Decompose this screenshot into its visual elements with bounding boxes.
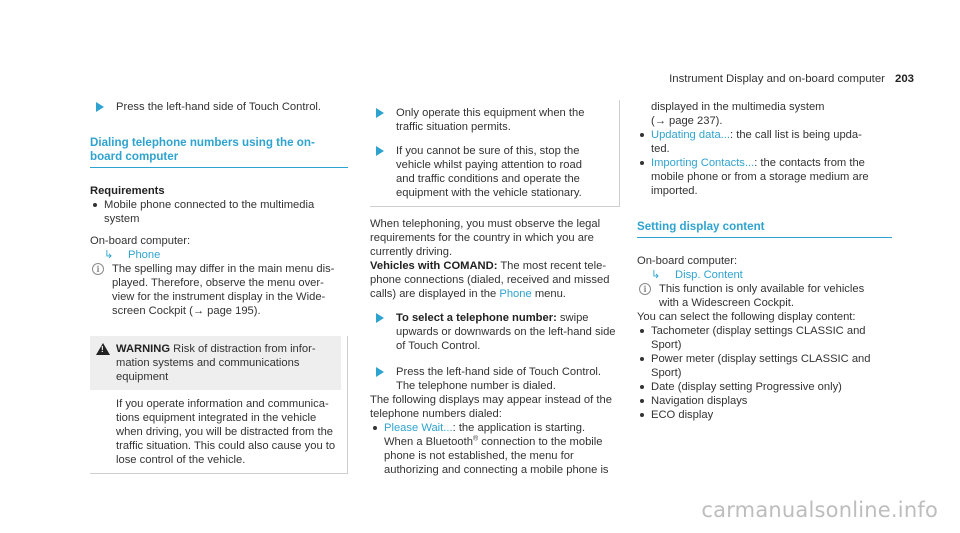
warning-body: If you operate information and communica- tions equipment integrated in the vehicle when driving, you will be distracted from the traffic situation. This could also cause you to lose control of the vehicle. bbox=[116, 398, 336, 466]
warning-header: ! WARNING Risk of distraction from infor- mation systems and communications equipment bbox=[90, 336, 341, 390]
page-number: 203 bbox=[894, 73, 914, 85]
page-header bbox=[669, 72, 914, 86]
warning-continuation-box bbox=[370, 100, 620, 207]
instruction-step: Press the left-hand side of Touch Control. bbox=[90, 100, 348, 114]
menu-item-disp-content[interactable]: Disp. Content bbox=[675, 269, 743, 281]
warning-icon bbox=[96, 343, 110, 355]
legal-paragraph: When telephoning, you must observe the legal requirements for the country in which you are currently driving. bbox=[370, 218, 601, 258]
step-arrow-icon bbox=[376, 108, 384, 118]
instruction-step: Only operate this equipment when the traffic situation permits. bbox=[370, 106, 613, 134]
path-label: On-board computer: bbox=[90, 235, 191, 247]
requirements-list bbox=[90, 198, 348, 226]
select-text: You can select the following display content: bbox=[637, 311, 856, 323]
list-item: Updating data...: the call list is being upda- ted. bbox=[637, 128, 892, 156]
comand-paragraph: Vehicles with COMAND: The most recent tele- phone connections (dialed, received and missed calls) are displayed in the Phone menu. bbox=[370, 260, 610, 300]
watermark: carmanualsonline.info bbox=[701, 498, 938, 522]
list-item: Date (display setting Progressive only) bbox=[637, 380, 892, 394]
step-arrow-icon bbox=[376, 367, 384, 377]
display-messages-list bbox=[370, 421, 620, 477]
menu-item-phone[interactable]: Phone bbox=[499, 288, 532, 300]
instruction-step: To select a telephone number: swipe upwards or downwards on the left-hand side of Touch Control. bbox=[370, 311, 620, 353]
display-messages-list bbox=[637, 128, 892, 198]
step-arrow-icon bbox=[376, 313, 384, 323]
path-arrow-icon: ↳ bbox=[104, 249, 114, 261]
menu-path bbox=[90, 234, 348, 262]
menu-item-phone[interactable]: Phone bbox=[128, 249, 161, 261]
info-icon: i bbox=[92, 263, 104, 275]
message-importing-contacts: Importing Contacts... bbox=[651, 157, 755, 169]
list-item: ECO display bbox=[637, 408, 892, 422]
menu-path bbox=[637, 254, 892, 282]
section-title-dialing: Dialing telephone numbers using the on- board computer bbox=[90, 136, 348, 168]
page-reference-link[interactable]: (→ page 237). bbox=[651, 115, 723, 127]
instruction-step: If you cannot be sure of this, stop the vehicle whilst paying attention to road and traffic conditions and operate the equipment with the vehicle stationary. bbox=[370, 144, 613, 200]
following-displays: The following displays may appear instead of the telephone numbers dialed: bbox=[370, 394, 612, 420]
info-note: i This function is only available for vehicles with a Widescreen Cockpit. bbox=[637, 282, 892, 310]
list-item: Mobile phone connected to the multimedia system bbox=[90, 198, 348, 226]
warning-box bbox=[90, 336, 348, 474]
list-continuation: displayed in the multimedia system (→ page 237). bbox=[637, 100, 892, 128]
list-item: Importing Contacts...: the contacts from the mobile phone or from a storage medium are imported. bbox=[637, 156, 892, 198]
info-icon: i bbox=[639, 283, 651, 295]
requirements bbox=[90, 184, 348, 226]
list-item: Tachometer (display settings CLASSIC and Sport) bbox=[637, 324, 892, 352]
warning-label: WARNING bbox=[116, 343, 171, 355]
step-arrow-icon bbox=[96, 102, 104, 112]
page-reference-link[interactable]: screen Cockpit (→ page 195). bbox=[112, 305, 261, 317]
section-title-display-content: Setting display content bbox=[637, 220, 892, 238]
message-please-wait: Please Wait... bbox=[384, 422, 453, 434]
instruction-step: Press the left-hand side of Touch Control. The telephone number is dialed. bbox=[370, 365, 620, 393]
column-1 bbox=[90, 100, 348, 474]
requirements-label: Requirements bbox=[90, 185, 165, 197]
list-item: Please Wait...: the application is starting. When a Bluetooth® connection to the mobile phone is not established, the menu for authorizing and connecting a mobile phone is bbox=[370, 421, 620, 477]
column-2 bbox=[370, 100, 620, 477]
list-item: Navigation displays bbox=[637, 394, 892, 408]
step-arrow-icon bbox=[376, 146, 384, 156]
display-content-list bbox=[637, 324, 892, 422]
info-note: i The spelling may differ in the main menu dis- played. Therefore, observe the menu over- view for the instrument display in the Wide- screen Cockpit (→ page 195). bbox=[90, 262, 348, 318]
list-item: Power meter (display settings CLASSIC and Sport) bbox=[637, 352, 892, 380]
column-3 bbox=[637, 100, 892, 422]
header-title: Instrument Display and on-board computer bbox=[669, 73, 885, 85]
path-arrow-icon: ↳ bbox=[651, 269, 661, 281]
path-label: On-board computer: bbox=[637, 255, 738, 267]
message-updating-data: Updating data... bbox=[651, 129, 730, 141]
